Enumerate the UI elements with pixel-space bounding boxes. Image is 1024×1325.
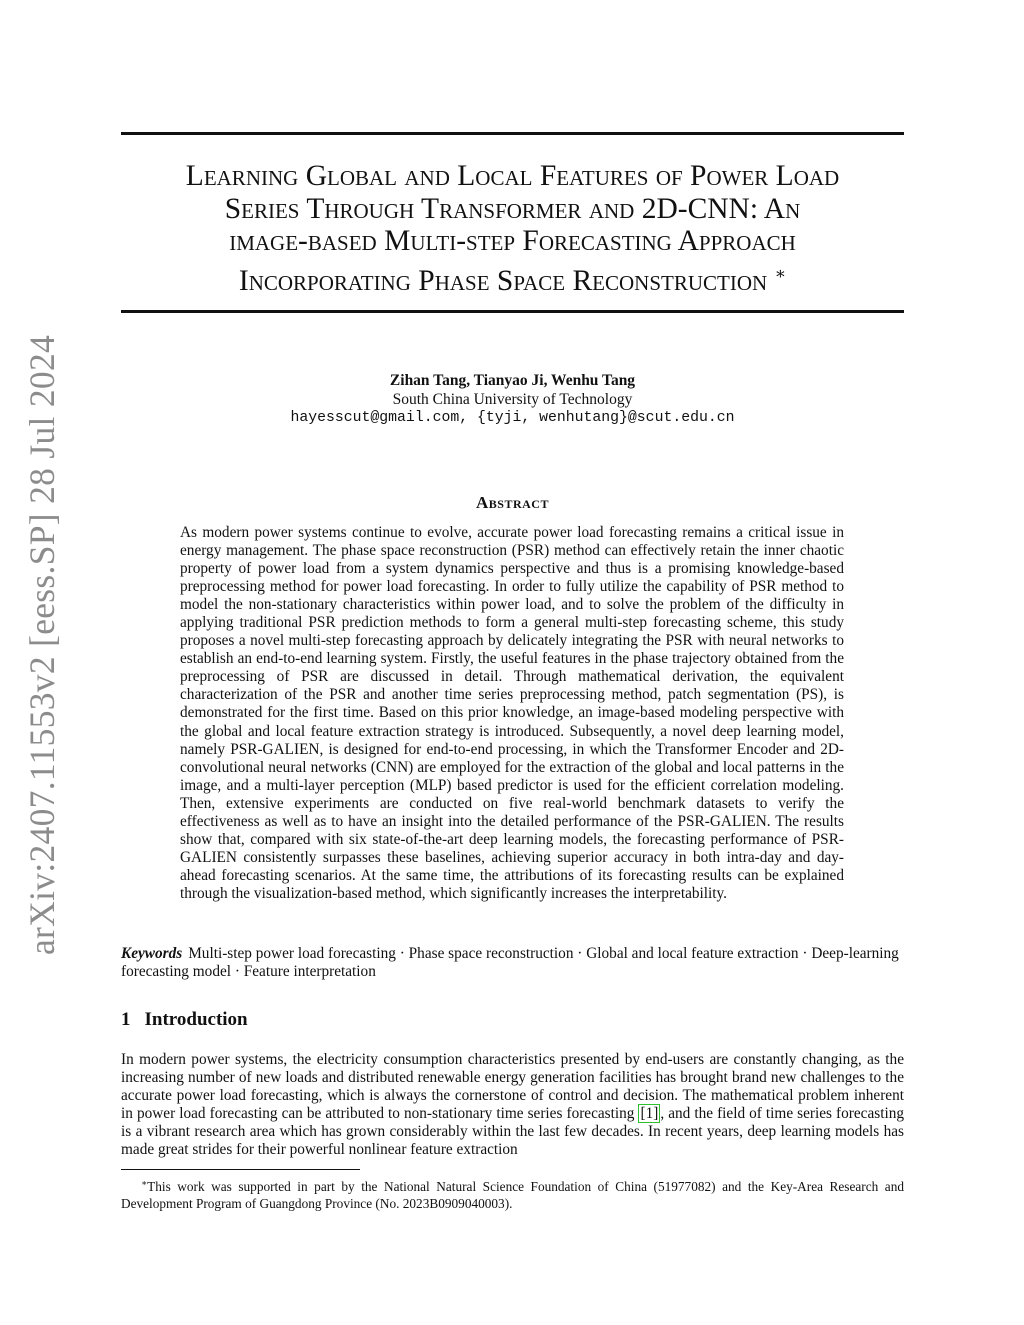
title-word: Series [224, 192, 300, 225]
author-block [121, 371, 904, 428]
section-heading [121, 1009, 248, 1031]
author-emails: hayesscut@gmail.com, {tyji, wenhutang}@scut.edu.cn [290, 410, 735, 426]
footnote-rule [121, 1169, 360, 1170]
keywords-text: Multi-step power load forecasting · Phase space reconstruction · Global and local feature extraction · Deep-learning forecasting model · Feature interpretation [121, 945, 899, 980]
footnote [121, 1175, 904, 1212]
footnote-text: This work was supported in part by the National Natural Science Foundation of China (51977082) and the Key-Area Research and Development Program of Guangdong Province (No. 2023B0909040003). [121, 1179, 904, 1211]
intro-paragraph [121, 1051, 904, 1158]
title-word: Through [306, 192, 415, 225]
title-rule-bottom [121, 310, 904, 313]
title-word: Forecasting [522, 225, 672, 257]
title-word: Reconstruction [572, 264, 768, 297]
citation-link[interactable]: [1] [640, 1104, 659, 1122]
title-word: Multi-step [384, 225, 516, 257]
title-line-2 [121, 193, 904, 226]
title-word: Load [775, 160, 840, 192]
abstract-text: As modern power systems continue to evolve, accurate power load forecasting remains a critical issue in energy management. The phase space reconstruction (PSR) method can effectively retain the inner chaotic property of power load from a system dynamics perspective and thus is a promising knowledge-based preprocessing method for power load forecasting. In order to fully utilize the capability of PSR method to model the non-stationary characteristics within power load, and to solve the problem of the difficulty in applying traditional PSR prediction methods to form a general multi-step forecasting scheme, this study proposes a novel multi-step forecasting approach by delicately integrating the PSR with neural networks to establish an end-to-end learning system. Firstly, the useful features in the phase trajectory obtained from the preprocessing of PSR are discussed in detail. Through mathematical derivation, the equivalent characterization of the PSR and another time series preprocessing method, patch segmentation (PS), is demonstrated for the first time. Based on this prior knowledge, an image-based modeling perspective with the global and local feature extraction strategy is introduced. Subsequently, a novel deep learning model, namely PSR-GALIEN, is designed for end-to-end processing, in which the Transformer Encoder and 2D-convolutional neural networks (CNN) are employed for the extraction of the global and local patterns in the image, and a multi-layer perception (MLP) based predictor is used for the efficient correlation modeling. Then, extensive experiments are conducted on five real-world benchmark datasets to verify the effectiveness as well as to have an insight into the detailed performance of the PSR-GALIEN. The results show that, compared with six state-of-the-art deep learning models, the forecasting performance of PSR-GALIEN consistently surpasses these baselines, achieving superior accuracy in both intra-day and day-ahead forecasting scenarios. At the same time, the attributions of its forecasting results can be explained through the visualization-based method, which significantly increases the interpretability. [180, 524, 844, 902]
paper-title [121, 160, 904, 297]
arxiv-stamp: arXiv:2407.11553v2 [eess.SP] 28 Jul 2024 [22, 334, 62, 955]
title-word: Phase [418, 264, 490, 297]
title-word: and [404, 160, 450, 192]
title-word: Incorporating [238, 264, 411, 297]
title-word: Global [305, 160, 397, 192]
title-rule-top [121, 132, 904, 135]
title-line-3 [121, 225, 904, 258]
title-word: image-based [229, 225, 377, 257]
author-names: Zihan Tang, Tianyao Ji, Wenhu Tang [389, 372, 636, 389]
title-word: Transformer [421, 192, 582, 225]
title-word: of [655, 160, 683, 192]
title-line-1 [121, 160, 904, 193]
title-line-4 [121, 258, 904, 298]
author-affiliation: South China University of Technology [392, 391, 633, 408]
title-word: Local [457, 160, 533, 192]
title-word: Learning [185, 160, 299, 192]
title-word: and [588, 192, 635, 225]
keywords-label: Keywords [121, 945, 183, 962]
title-word: Approach [677, 225, 796, 257]
section-title: Introduction [144, 1009, 248, 1030]
title-word: Space [496, 264, 566, 297]
intro-text-part-1: In modern power systems, the electricity consumption characteristics presented by end-users are constantly changing, as the increasing number of new loads and distributed renewable energy generation facilities has brought brand new challenges to the accurate power load forecasting, which is always the cornerstone of control and decision. The mathematical problem inherent in power load forecasting can be attributed to non-stationary time series forecasting [121, 1051, 904, 1122]
intro-text-part-2: , and the field of time series forecasting is a vibrant research area which has grown considerably within the last few decades. In recent years, deep learning models has made great strides for their powerful nonlinear feature extraction [121, 1104, 904, 1158]
abstract-heading: Abstract [476, 493, 549, 512]
title-word: 2D-CNN: An [641, 192, 801, 225]
title-word: Features [539, 160, 649, 192]
title-footnote-marker: ∗ [774, 263, 787, 283]
title-word: Power [690, 160, 769, 192]
keywords [121, 945, 904, 981]
section-number: 1 [121, 1009, 131, 1030]
footnote-marker: ∗ [141, 1178, 148, 1188]
